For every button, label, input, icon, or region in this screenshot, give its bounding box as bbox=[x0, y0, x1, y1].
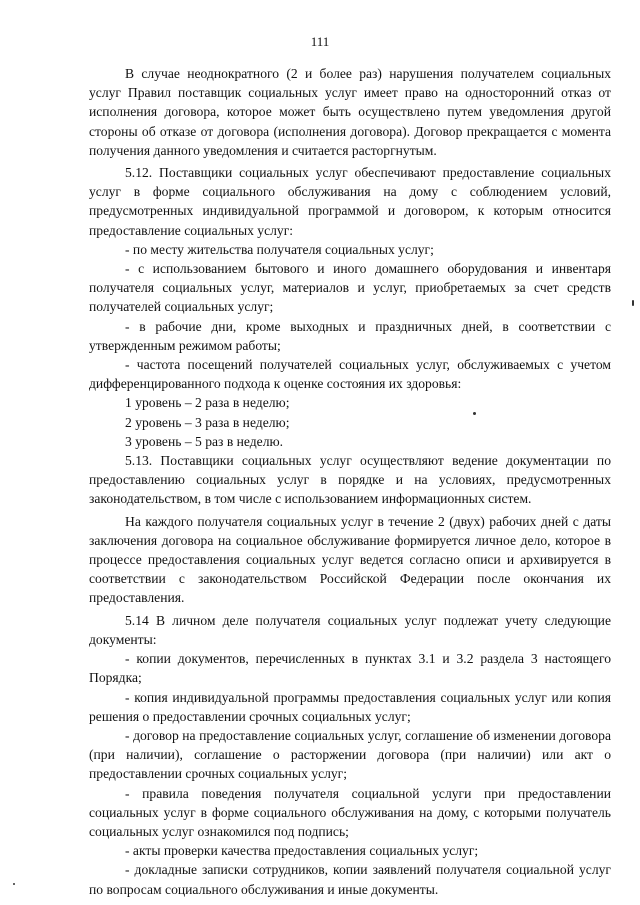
level-3-frequency: 3 уровень – 5 раз в неделю. bbox=[125, 433, 284, 449]
list-item-behavior-rules: - правила поведения получателя социальной услуги при предоставлении социальных услуг в форме социального обслуживания на дому, с которыми получатель социальных услуг ознакомился под подпись; bbox=[89, 785, 611, 839]
document-body bbox=[89, 64, 611, 899]
list-item-residence: - по месту жительства получателя социальных услуг; bbox=[125, 241, 434, 257]
list-item-visit-frequency: - частота посещений получателей социальных услуг, обслуживаемых с учетом дифференцированного подхода к оценке состояния их здоровья: bbox=[89, 357, 611, 392]
list-item-quality-acts: - акты проверки качества предоставления социальных услуг; bbox=[125, 843, 479, 859]
paragraph-5-12: 5.12. Поставщики социальных услуг обеспечивают предоставление социальных услуг в форме социального обслуживания на дому с соблюдением условий, предусмотренных индивидуальной программой и договором, к которым относится предоставление социальных услуг: bbox=[89, 165, 611, 238]
level-2-frequency: 2 уровень – 3 раза в неделю; bbox=[125, 414, 290, 430]
list-item-individual-program: - копия индивидуальной программы предоставления социальных услуг или копия решения о предоставлении срочных социальных услуг; bbox=[89, 689, 611, 724]
scan-speck bbox=[13, 883, 15, 885]
list-item-memos: - докладные записки сотрудников, копии заявлений получателя социальной услуг по вопросам социального обслуживания и иные документы. bbox=[89, 862, 611, 897]
paragraph-refusal-rule: В случае неоднократного (2 и более раз) нарушения получателем социальных услуг Правил поставщик социальных услуг имеет право на односторонний отказ от исполнения договора, которое может быть осуществлено путем уведомления другой стороны об отказе от договора (исполнения договора). Договор прекращается с момента получения данного уведомления и считается расторгнутым. bbox=[89, 66, 611, 158]
paragraph-5-14: 5.14 В личном деле получателя социальных услуг подлежат учету следующие документы: bbox=[89, 612, 611, 647]
scan-speck bbox=[632, 300, 634, 306]
page-number: 111 bbox=[310, 34, 330, 49]
paragraph-5-13: 5.13. Поставщики социальных услуг осуществляют ведение документации по предоставлению социальных услуг в порядке и на условиях, предусмотренных законодательством, в том числе с использованием информационных систем. bbox=[89, 453, 611, 507]
list-item-document-copies: - копии документов, перечисленных в пунктах 3.1 и 3.2 раздела 3 настоящего Порядка; bbox=[89, 651, 611, 686]
scan-speck bbox=[473, 412, 476, 415]
paragraph-personal-file: На каждого получателя социальных услуг в течение 2 (двух) рабочих дней с даты заключения договора на социальное обслуживание формируется личное дело, которое в процессе предоставления социальных услуг ведется согласно описи и архивируется в соответствии с законодательством Российской Федерации после окончания их предоставления. bbox=[89, 513, 611, 606]
list-item-contract: - договор на предоставление социальных услуг, соглашение об изменении договора (при наличии), соглашение о расторжении договора (при наличии) или акт о предоставлении срочных социальных услуг; bbox=[89, 727, 611, 782]
level-1-frequency: 1 уровень – 2 раза в неделю; bbox=[125, 395, 290, 411]
list-item-working-days: - в рабочие дни, кроме выходных и праздничных дней, в соответствии с утвержденным режимом работы; bbox=[89, 318, 611, 353]
list-item-equipment: - с использованием бытового и иного домашнего оборудования и инвентаря получателя социальных услуг, материалов и услуг, приобретаемых за счет средств получателей социальных услуг; bbox=[89, 261, 611, 315]
